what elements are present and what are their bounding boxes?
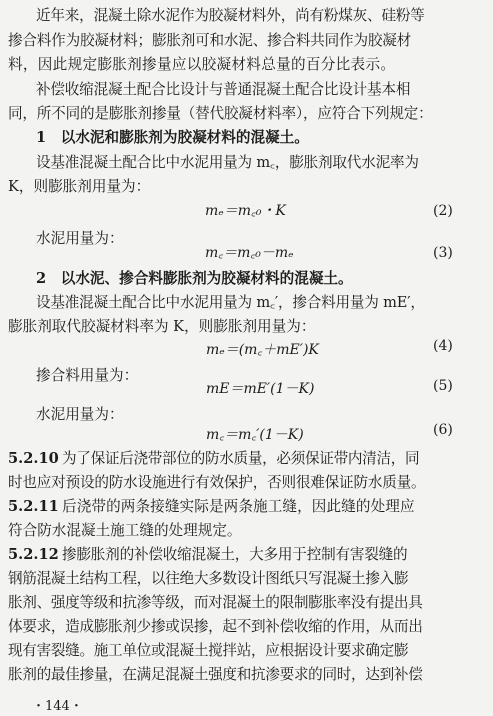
paragraph-line: K，则膨胀剂用量为： xyxy=(8,178,151,195)
paragraph-line: 设基准混凝土配合比中水泥用量为 m꜀′，掺合料用量为 mE′， xyxy=(36,294,425,311)
clause-line: 掺膨胀剂的补偿收缩混凝土，大多用于控制有害裂缝的 xyxy=(62,546,408,563)
equation-formula: m꜀＝m꜀₀－mₑ xyxy=(205,245,294,261)
equation-number: (4) xyxy=(433,338,453,354)
clause-line: 钢筋混凝土结构工程，以往绝大多数设计图纸只写混凝土掺入膨 xyxy=(8,570,409,587)
page-number: ・144・ xyxy=(32,699,83,714)
clause-line: 胀剂、强度等级和抗渗等级，而对混凝土的限制膨胀率没有提出具 xyxy=(8,594,423,611)
equation-formula: m꜀＝m꜀′(1－K) xyxy=(206,427,304,443)
case-heading: 2 以水泥、掺合料膨胀剂为胶凝材料的混凝土。 xyxy=(36,270,353,287)
paragraph-line: 料，因此规定膨胀剂掺量应以胶凝材料总量的百分比表示。 xyxy=(8,56,396,73)
equation-number: (3) xyxy=(433,245,453,261)
clause-line: 体要求，造成膨胀剂少掺或误掺，起不到补偿收缩的作用，从而出 xyxy=(8,618,423,635)
equation-number: (6) xyxy=(433,422,453,438)
clause-line: 胀剂的最佳掺量，在满足混凝土强度和抗渗要求的同时，达到补偿 xyxy=(8,666,423,683)
paragraph-line: 膨胀剂取代胶凝材料率为 K，则膨胀剂用量为： xyxy=(8,318,316,335)
clause-line: 为了保证后浇带部位的防水质量，必须保证带内清洁，同 xyxy=(62,450,420,467)
paragraph-line: 设基准混凝土配合比中水泥用量为 m꜀，膨胀剂取代水泥率为 xyxy=(36,154,419,171)
paragraph-line: 同，所不同的是膨胀剂掺量（替代胶凝材料率），应符合下列规定： xyxy=(8,105,433,122)
paragraph-line: 掺合料作为胶凝材料；膨胀剂可和水泥、掺合料共同作为胶凝材 xyxy=(8,32,412,49)
clause-number: 5.2.10 xyxy=(8,450,59,467)
case-heading: 1 以水泥和膨胀剂为胶凝材料的混凝土。 xyxy=(36,129,309,146)
paragraph-line: 掺合料用量为： xyxy=(36,367,139,384)
clause-number: 5.2.12 xyxy=(8,546,59,563)
clause-line: 符合防水混凝土施工缝的处理规定。 xyxy=(8,522,242,539)
clause-number: 5.2.11 xyxy=(8,498,59,515)
equation-number: (2) xyxy=(433,203,453,219)
paragraph-line: 水泥用量为： xyxy=(36,230,124,247)
equation-formula: mₑ＝m꜀₀・K xyxy=(205,203,286,219)
clause-line: 现有害裂缝。施工单位或混凝土搅拌站，应根据设计要求确定膨 xyxy=(8,642,409,659)
equation-number: (5) xyxy=(433,378,453,394)
paragraph-line: 补偿收缩混凝土配合比设计与普通混凝土配合比设计基本相 xyxy=(36,81,411,98)
equation-formula: mₑ＝(m꜀＋mE′)K xyxy=(206,342,319,358)
clause-line: 时也应对预设的防水设施进行有效保护，否则很难保证防水质量。 xyxy=(8,474,426,491)
clause-line: 后浇带的两条接缝实际是两条施工缝，因此缝的处理应 xyxy=(62,498,415,515)
equation-formula: mE＝mE′(1－K) xyxy=(206,381,315,397)
paragraph-line: 近年来，混凝土除水泥作为胶凝材料外，尚有粉煤灰、硅粉等 xyxy=(36,7,425,24)
paragraph-line: 水泥用量为： xyxy=(36,406,124,423)
